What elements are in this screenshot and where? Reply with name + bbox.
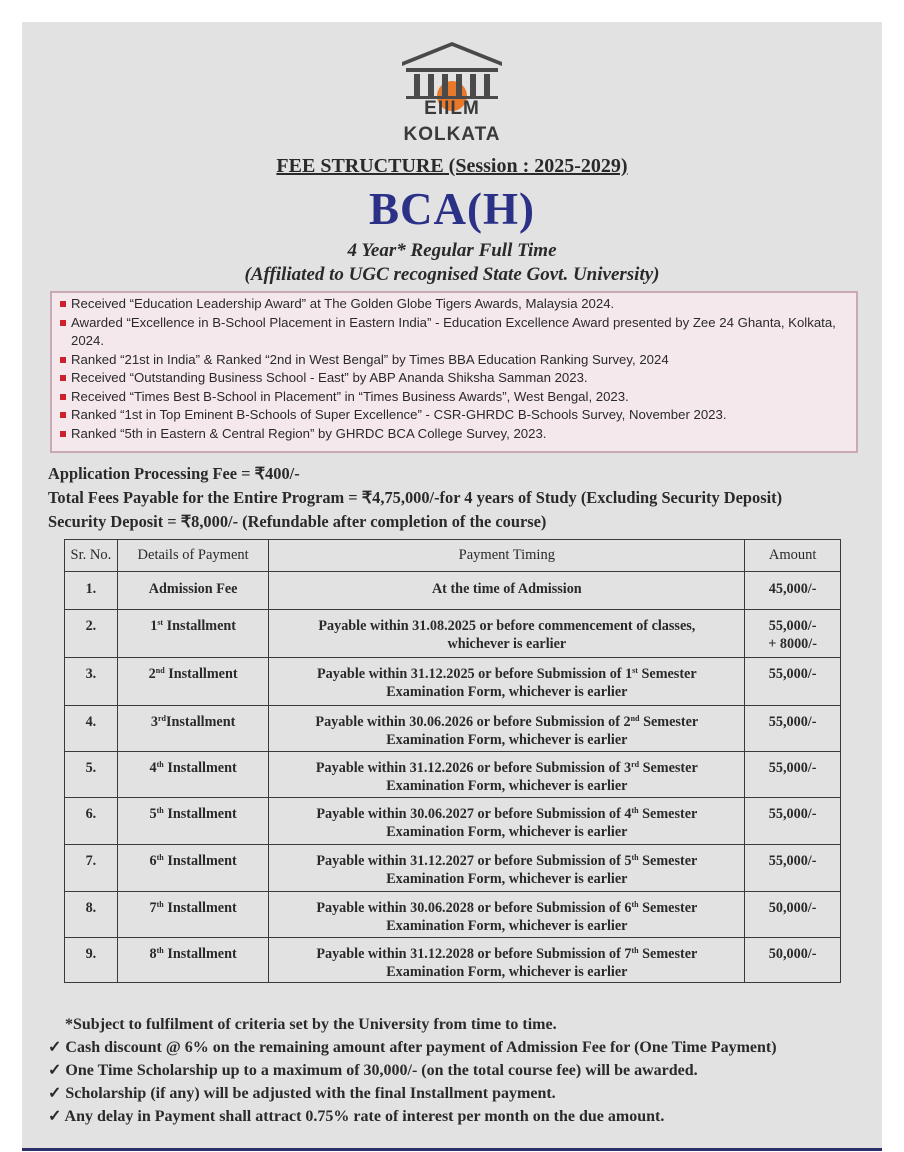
- row-detail: 8: [149, 946, 157, 962]
- row-timing-suffix: th: [631, 900, 639, 909]
- row-timing-line1: Payable within 31.12.2027 or before Submission of 5: [316, 853, 632, 869]
- award-text: Ranked “5th in Eastern & Central Region” by GHRDC BCA College Survey, 2023.: [71, 425, 547, 441]
- logo-city: KOLKATA: [403, 124, 501, 145]
- bullet-icon: [60, 431, 66, 437]
- bullet-icon: [60, 357, 66, 363]
- award-item: [60, 425, 848, 444]
- row-timing-rest: Semester: [639, 714, 699, 730]
- row-detail-suffix: th: [156, 946, 164, 955]
- awards-list: [60, 295, 848, 443]
- row-timing-line2: Examination Form, whichever is earlier: [386, 683, 628, 700]
- bullet-icon: [60, 412, 66, 418]
- row-sr-no: 9.: [85, 946, 97, 962]
- table-header-row: [65, 540, 841, 572]
- row-timing-rest: Semester: [638, 853, 698, 869]
- row-detail-rest: Installment: [163, 806, 237, 822]
- note-item: [48, 1105, 777, 1128]
- course-title: BCA(H): [369, 184, 535, 234]
- row-timing-line1: Payable within 31.12.2025 or before Submission of 1: [316, 666, 633, 682]
- row-detail: 6: [149, 853, 157, 869]
- row-sr-no: 6.: [85, 806, 97, 822]
- table-row: [65, 798, 841, 845]
- row-detail-rest: Installment: [164, 666, 238, 682]
- row-timing-line1: Payable within 30.06.2028 or before Submission of 6: [316, 900, 632, 916]
- bullet-icon: [60, 375, 66, 381]
- row-timing-line1: Payable within 31.08.2025 or before commencement of classes,: [318, 618, 696, 634]
- row-amount: 55,000/-: [768, 806, 817, 822]
- row-detail: 2: [148, 666, 156, 682]
- table-row: [65, 938, 841, 983]
- criteria-note: *Subject to fulfilment of criteria set by the University from time to time.: [65, 1016, 557, 1033]
- row-amount: 55,000/-: [768, 760, 817, 776]
- row-timing-rest: Semester: [639, 760, 698, 776]
- awards-box: [50, 291, 858, 453]
- row-timing-line2: Examination Form, whichever is earlier: [386, 870, 628, 887]
- row-timing-rest: Semester: [638, 946, 698, 962]
- row-detail-suffix: nd: [155, 666, 165, 675]
- note-item: [48, 1082, 777, 1105]
- row-detail: 5: [149, 806, 157, 822]
- award-text: Received “Outstanding Business School - East” by ABP Ananda Shiksha Samman 2023.: [71, 370, 588, 385]
- table-row: [65, 845, 841, 892]
- row-detail-rest: Installment: [163, 760, 237, 776]
- row-detail-rest: Installment: [163, 946, 237, 962]
- affiliation-note: (Affiliated to UGC recognised State Govt. University): [244, 264, 660, 285]
- award-text: Received “Times Best B-School in Placement” in “Times Business Awards”, West Bengal, 2023.: [71, 388, 629, 404]
- row-amount-extra: + 8000/-: [768, 635, 817, 652]
- bullet-icon: [60, 320, 66, 326]
- row-detail-suffix: th: [156, 806, 164, 815]
- row-timing-line1: Payable within 31.12.2026 or before Submission of 3: [315, 760, 632, 776]
- row-timing-line1: Payable within 30.06.2027 or before Submission of 4: [316, 806, 632, 822]
- row-timing-suffix: th: [631, 853, 639, 862]
- row-sr-no: 4.: [85, 714, 97, 730]
- course-duration: 4 Year* Regular Full Time: [347, 240, 557, 261]
- award-item: [60, 406, 848, 425]
- row-detail-suffix: th: [156, 900, 164, 909]
- row-sr-no: 5.: [85, 760, 97, 776]
- note-item: [48, 1059, 777, 1082]
- award-item: [60, 351, 848, 370]
- terms-notes: [48, 1013, 777, 1125]
- security-deposit: Security Deposit = ₹8,000/- (Refundable after completion of the course): [48, 512, 547, 531]
- row-amount: 50,000/-: [768, 900, 817, 916]
- row-detail: 1: [150, 618, 158, 634]
- row-amount: 50,000/-: [768, 946, 817, 962]
- row-detail: Admission Fee: [148, 581, 238, 597]
- row-timing-suffix: nd: [630, 714, 640, 723]
- row-timing-suffix: st: [632, 666, 638, 675]
- award-item: [60, 295, 848, 314]
- row-timing-rest: Semester: [637, 666, 697, 682]
- row-amount: 55,000/-: [768, 714, 817, 730]
- table-row: [65, 892, 841, 938]
- row-timing-suffix: th: [631, 946, 639, 955]
- check-icon: ✓: [48, 1085, 62, 1102]
- header-timing: Payment Timing: [269, 540, 745, 572]
- award-item: [60, 314, 848, 351]
- award-text: Ranked “21st in India” & Ranked “2nd in West Bengal” by Times BBA Education Ranking Survey, 2024: [71, 351, 669, 367]
- logo-name: EIILM: [424, 98, 480, 119]
- row-timing-line1: Payable within 31.12.2028 or before Submission of 7: [316, 946, 632, 962]
- table-row: [65, 706, 841, 752]
- bottom-rule: [22, 1148, 882, 1151]
- row-detail-rest: Installment: [163, 900, 237, 916]
- row-timing-line1: Payable within 30.06.2026 or before Submission of 2: [315, 714, 631, 730]
- row-detail-rest: Installment: [163, 853, 237, 869]
- check-icon: ✓: [48, 1108, 62, 1125]
- row-timing-suffix: rd: [631, 760, 640, 769]
- row-detail: 7: [149, 900, 157, 916]
- row-detail-suffix: th: [156, 760, 164, 769]
- note-text: One Time Scholarship up to a maximum of 30,000/- (on the total course fee) will be awarded.: [65, 1062, 698, 1079]
- award-item: [60, 388, 848, 407]
- table-row: [65, 658, 841, 706]
- row-sr-no: 8.: [85, 900, 97, 916]
- award-text: Received “Education Leadership Award” at The Golden Globe Tigers Awards, Malaysia 2024.: [71, 296, 615, 311]
- row-sr-no: 1.: [85, 581, 97, 597]
- row-timing-line2: Examination Form, whichever is earlier: [386, 823, 628, 840]
- note-text: Any delay in Payment shall attract 0.75% rate of interest per month on the due amount.: [64, 1108, 665, 1125]
- application-fee: Application Processing Fee = ₹400/-: [48, 464, 300, 483]
- check-icon: ✓: [48, 1062, 62, 1079]
- row-sr-no: 3.: [85, 666, 97, 682]
- fee-summary: [48, 462, 782, 534]
- row-detail: 4: [149, 760, 157, 776]
- row-timing-rest: Semester: [638, 900, 698, 916]
- row-timing-line2: Examination Form, whichever is earlier: [386, 963, 628, 980]
- bullet-icon: [60, 301, 66, 307]
- row-timing-line2: Examination Form, whichever is earlier: [386, 917, 628, 934]
- row-timing-rest: Semester: [638, 806, 698, 822]
- row-sr-no: 2.: [85, 618, 97, 634]
- row-timing-line2: Examination Form, whichever is earlier: [386, 777, 628, 794]
- payment-schedule-table: [64, 539, 841, 983]
- row-detail: 3: [150, 714, 158, 730]
- row-sr-no: 7.: [85, 853, 97, 869]
- header-amount: Amount: [745, 540, 841, 572]
- table-row: [65, 752, 841, 798]
- header-details: Details of Payment: [117, 540, 269, 572]
- bullet-icon: [60, 394, 66, 400]
- note-text: Cash discount @ 6% on the remaining amount after payment of Admission Fee for (One Time Payment): [65, 1039, 777, 1056]
- row-timing-suffix: th: [631, 806, 639, 815]
- row-amount: 55,000/-: [768, 853, 817, 869]
- row-detail-rest: Installment: [163, 618, 237, 634]
- table-row: [65, 572, 841, 610]
- total-fees: Total Fees Payable for the Entire Program = ₹4,75,000/-for 4 years of Study (Excluding Security Deposit): [48, 488, 783, 507]
- row-amount: 55,000/-: [768, 618, 817, 634]
- row-timing-line2: whichever is earlier: [447, 635, 567, 652]
- row-amount: 55,000/-: [768, 666, 817, 682]
- row-detail-suffix: rd: [157, 714, 166, 723]
- row-timing-line1: At the time of Admission: [431, 581, 582, 597]
- award-text: Awarded “Excellence in B-School Placement in Eastern India” - Education Excellence Award presented by Zee 24 Ghanta, Kolkata, 2024.: [71, 314, 836, 348]
- check-icon: ✓: [48, 1039, 62, 1056]
- award-item: [60, 369, 848, 388]
- row-amount: 45,000/-: [768, 581, 817, 597]
- header-sr-no: Sr. No.: [65, 540, 118, 572]
- award-text: Ranked “1st in Top Eminent B-Schools of Super Excellence” - CSR-GHRDC B-Schools Survey, November 2023.: [71, 407, 727, 422]
- row-detail-suffix: st: [157, 618, 164, 627]
- table-row: [65, 610, 841, 658]
- row-detail-rest: Installment: [165, 714, 236, 730]
- note-text: Scholarship (if any) will be adjusted with the final Installment payment.: [65, 1085, 556, 1102]
- fee-structure-title: FEE STRUCTURE (Session : 2025-2029): [276, 155, 628, 177]
- note-item: [48, 1036, 777, 1059]
- row-timing-line2: Examination Form, whichever is earlier: [386, 731, 628, 748]
- row-detail-suffix: th: [156, 853, 164, 862]
